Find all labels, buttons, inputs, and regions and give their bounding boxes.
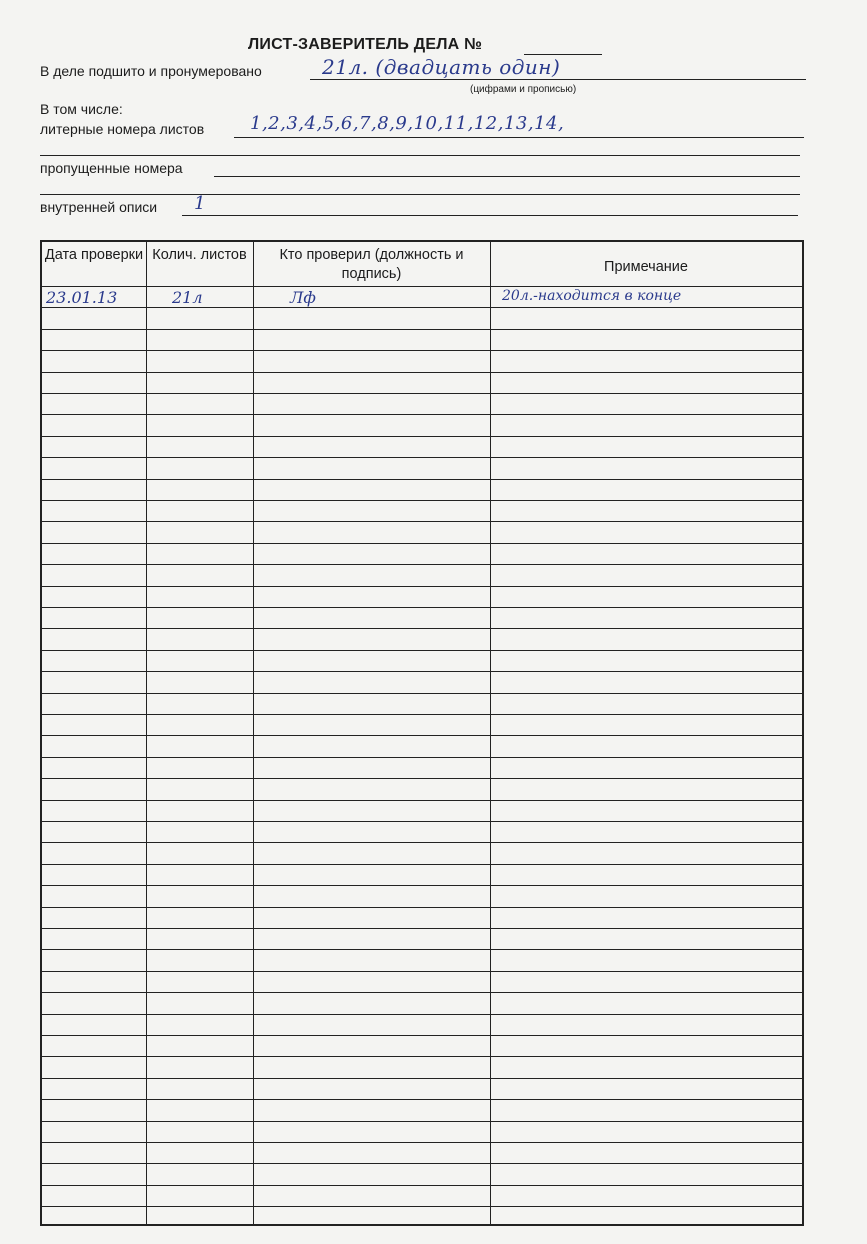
table-row-line [42, 928, 802, 929]
header-count: Колич. листов [152, 247, 247, 263]
table-row-line [42, 350, 802, 351]
header-note: Примечание [604, 259, 688, 275]
column-divider [253, 242, 254, 1224]
table-row-line [42, 1206, 802, 1207]
table-row-line [42, 778, 802, 779]
literal-label: литерные номера листов [40, 121, 205, 137]
table-row-line [42, 949, 802, 950]
table-row-line [42, 393, 802, 394]
column-divider [146, 242, 147, 1224]
sewn-label: В деле подшито и пронумеровано [40, 63, 262, 79]
row-note: 20л.-находится в конце [502, 288, 682, 304]
table-row-line [42, 650, 802, 651]
table-row-line [42, 842, 802, 843]
table-row-line [42, 714, 802, 715]
table-row-line [42, 971, 802, 972]
missing-label: пропущенные номера [40, 160, 183, 176]
table-row-line [42, 564, 802, 565]
table-row-line [42, 907, 802, 908]
table-row-line [42, 800, 802, 801]
table-row-line [42, 586, 802, 587]
literal-line-2 [40, 155, 800, 156]
table-row-line [42, 479, 802, 480]
table-row-line [42, 329, 802, 330]
table-row-line [42, 436, 802, 437]
literal-line [234, 137, 804, 138]
inventory-label: внутренней описи [40, 199, 158, 215]
table-row-line [42, 1099, 802, 1100]
table-row-line [42, 457, 802, 458]
sewn-line [310, 79, 806, 80]
table-row-line [42, 1014, 802, 1015]
table-row-line [42, 414, 802, 415]
including-label: В том числе: [40, 101, 123, 117]
row-date: 23.01.13 [46, 288, 118, 307]
missing-line [214, 176, 800, 177]
table-row-line [42, 885, 802, 886]
table-row-line [42, 735, 802, 736]
table-row-line [42, 1142, 802, 1143]
table-row-line [42, 1056, 802, 1057]
table-row-line [42, 1078, 802, 1079]
table-row-line [42, 992, 802, 993]
table-row-line [42, 500, 802, 501]
sewn-hint: (цифрами и прописью) [470, 84, 577, 95]
table-row-line [42, 1185, 802, 1186]
sewn-value: 21л. (двадцать один) [322, 55, 561, 79]
table-row-line [42, 543, 802, 544]
table-row-line [42, 693, 802, 694]
inventory-line [182, 215, 798, 216]
table-row-line [42, 1163, 802, 1164]
table-row-line [42, 864, 802, 865]
header-date: Дата проверки [44, 247, 144, 263]
form-title: ЛИСТ-ЗАВЕРИТЕЛЬ ДЕЛА № [248, 36, 483, 53]
header-divider [42, 286, 802, 287]
column-divider [490, 242, 491, 1224]
literal-value: 1,2,3,4,5,6,7,8,9,10,11,12,13,14, [250, 113, 565, 134]
table-row-line [42, 372, 802, 373]
table-row-line [42, 1121, 802, 1122]
table-row-line [42, 307, 802, 308]
inventory-value: 1 [194, 193, 206, 214]
missing-line-2 [40, 194, 800, 195]
table-row-line [42, 521, 802, 522]
table-row-line [42, 821, 802, 822]
table-row-line [42, 628, 802, 629]
table-row-line [42, 607, 802, 608]
row-checker-signature: Лф [290, 288, 316, 307]
table-row-line [42, 671, 802, 672]
row-count: 21л [172, 288, 203, 307]
table-row-line [42, 1035, 802, 1036]
table-row-line [42, 757, 802, 758]
verification-table [40, 240, 804, 1226]
header-checker: Кто проверил (должность и подпись) [279, 247, 464, 282]
